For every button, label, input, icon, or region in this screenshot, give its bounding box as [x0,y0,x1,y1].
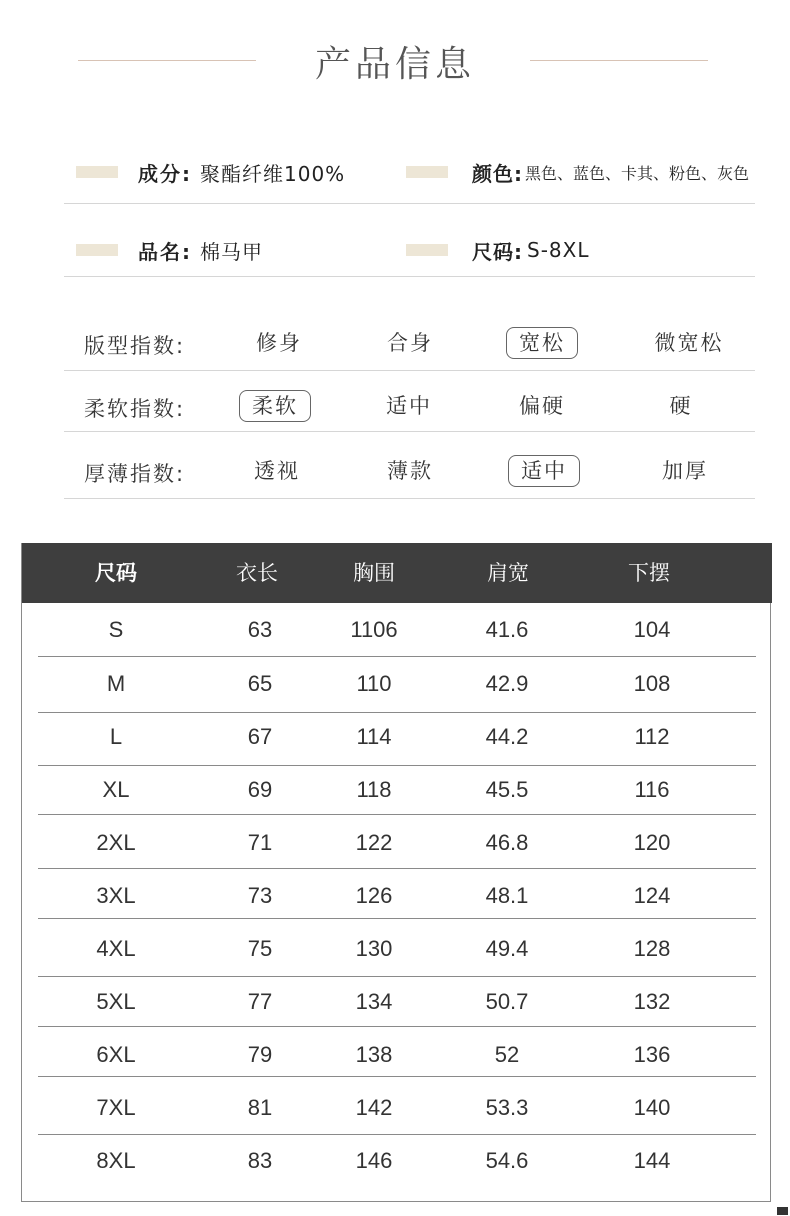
row-divider [38,1076,756,1077]
accent-bar [406,244,448,256]
row-divider [38,918,756,919]
index-divider [64,431,755,432]
table-row [22,1028,772,1081]
cell-hem: 144 [633,1148,671,1173]
cell-chest: 110 [356,671,392,696]
size-table [21,543,771,1202]
cell-size: S [108,617,124,642]
page-title: 产品信息 [314,44,475,85]
cell-hem: 108 [633,671,671,696]
fit-option-regular: 合身 [387,331,433,355]
table-row [22,816,772,869]
row-divider [38,656,756,657]
cell-hem: 124 [633,883,671,908]
corner-mark [777,1207,788,1215]
row-divider [38,976,756,977]
accent-bar [76,244,118,256]
row-divider [38,712,756,713]
thickness-option-thin: 薄款 [387,459,433,483]
row-divider [38,1134,756,1135]
row-divider [38,765,756,766]
cell-length: 83 [247,1148,273,1173]
cell-shoulder: 53.3 [485,1095,529,1120]
composition-value: 聚酯纤维100% [200,161,346,186]
cell-size: 3XL [96,883,136,908]
name-value: 棉马甲 [200,239,263,264]
accent-bar [406,166,448,178]
header-size: 尺码 [95,561,137,585]
size-value: S-8XL [527,238,590,262]
composition-label: 成分: [138,161,192,186]
cell-hem: 136 [633,1042,671,1067]
table-row [22,603,772,656]
fit-option-loose: 宽松 [506,327,578,359]
header-chest: 胸围 [353,561,395,585]
row-divider [38,814,756,815]
softness-option-medium: 适中 [386,394,432,418]
cell-length: 67 [247,724,273,749]
softness-option-hard: 硬 [669,394,693,418]
softness-option-soft: 柔软 [239,390,311,422]
cell-chest: 1106 [350,617,398,642]
cell-size: 5XL [96,989,136,1014]
cell-shoulder: 50.7 [485,989,529,1014]
accent-bar [76,166,118,178]
header-shoulder: 肩宽 [487,561,529,585]
cell-size: 6XL [96,1042,136,1067]
cell-hem: 128 [633,936,671,961]
cell-chest: 146 [355,1148,393,1173]
softness-index-label: 柔软指数: [84,397,186,421]
fit-option-slightly-loose: 微宽松 [654,331,724,355]
cell-chest: 126 [355,883,393,908]
row-divider [38,868,756,869]
cell-length: 65 [247,671,273,696]
thickness-index-label: 厚薄指数: [84,462,186,486]
info-divider [64,203,755,204]
table-row [22,1134,772,1187]
info-name [76,235,263,265]
cell-length: 69 [247,777,273,802]
cell-hem: 132 [633,989,671,1014]
cell-hem: 112 [634,724,670,749]
cell-chest: 118 [356,777,392,802]
cell-chest: 134 [355,989,393,1014]
cell-chest: 130 [355,936,393,961]
color-value: 黑色、蓝色、卡其、粉色、灰色 [525,163,750,183]
thickness-option-sheer: 透视 [254,459,300,483]
cell-chest: 142 [355,1095,393,1120]
cell-size: 2XL [96,830,136,855]
color-label: 颜色: [472,161,523,186]
info-color [406,157,749,187]
cell-size: L [109,724,123,749]
cell-hem: 104 [633,617,671,642]
cell-size: 4XL [96,936,136,961]
header-length: 衣长 [236,561,278,585]
cell-length: 75 [247,936,273,961]
table-row [22,922,772,975]
cell-chest: 138 [355,1042,393,1067]
table-row [22,869,772,922]
cell-shoulder: 52 [494,1042,520,1067]
info-size [406,235,589,265]
cell-length: 73 [247,883,273,908]
size-label: 尺码: [472,239,523,264]
cell-length: 77 [247,989,273,1014]
table-row [22,710,772,763]
cell-size: 8XL [96,1148,136,1173]
cell-shoulder: 45.5 [485,777,529,802]
index-divider [64,498,755,499]
fit-option-slim: 修身 [256,331,302,355]
cell-shoulder: 42.9 [485,671,529,696]
row-divider [38,1026,756,1027]
cell-shoulder: 48.1 [485,883,529,908]
cell-size: M [106,671,126,696]
cell-hem: 140 [633,1095,671,1120]
cell-chest: 114 [356,724,392,749]
info-divider [64,276,755,277]
thickness-option-thick: 加厚 [662,459,708,483]
table-row [22,763,772,816]
softness-option-firm: 偏硬 [519,394,565,418]
table-row [22,1081,772,1134]
cell-length: 71 [247,830,273,855]
cell-shoulder: 54.6 [485,1148,529,1173]
cell-hem: 120 [633,830,671,855]
cell-length: 81 [247,1095,273,1120]
fit-index-label: 版型指数: [84,334,186,358]
table-row [22,657,772,710]
cell-length: 63 [247,617,273,642]
info-composition [76,157,345,187]
cell-hem: 116 [634,777,670,802]
name-label: 品名: [138,239,192,264]
cell-shoulder: 41.6 [485,617,529,642]
cell-shoulder: 46.8 [485,830,529,855]
cell-chest: 122 [355,830,393,855]
cell-size: XL [102,777,130,802]
cell-shoulder: 49.4 [485,936,529,961]
table-row [22,975,772,1028]
thickness-option-medium: 适中 [508,455,580,487]
size-table-header [22,543,772,603]
index-divider [64,370,755,371]
header-hem: 下摆 [628,561,670,585]
cell-length: 79 [247,1042,273,1067]
cell-size: 7XL [96,1095,136,1120]
cell-shoulder: 44.2 [485,724,529,749]
